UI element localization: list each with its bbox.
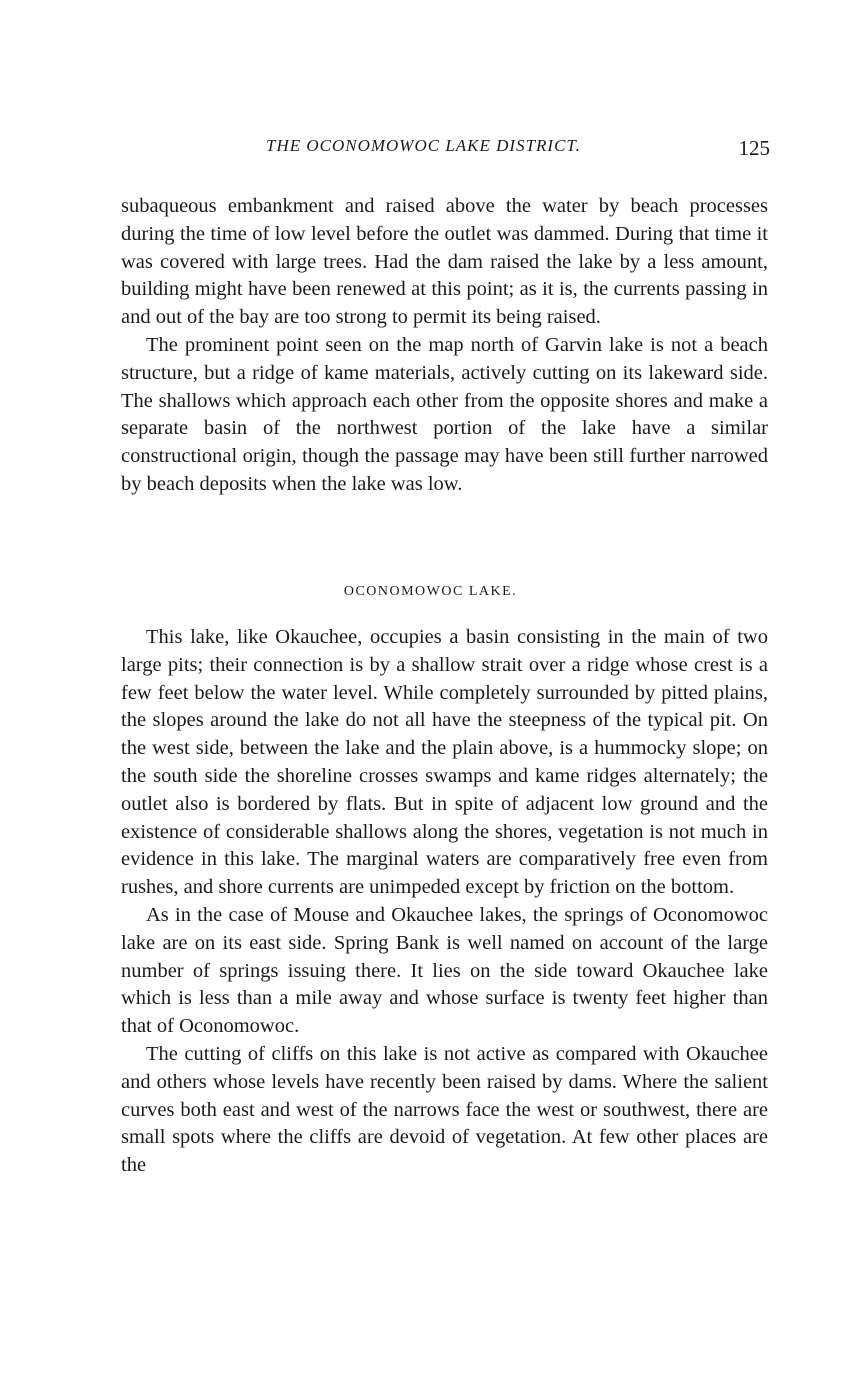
- page-header: [120, 136, 770, 164]
- paragraph: The cutting of cliffs on this lake is not active as compared with Okauchee and others whose levels have recently been raised by dams. Where the salient curves both east and west of the narrows face the west or southwest, there are small spots where the cliffs are devoid of vegetation. At few other places are the: [121, 1042, 768, 1177]
- paragraph: This lake, like Okauchee, occupies a basin consisting in the main of two large pits; their connection is by a shallow strait over a ridge whose crest is a few feet below the water level. While completely surrounded by pitted plains, the slopes around the lake do not all have the steepness of the typical pit. On the west side, between the lake and the plain above, is a hummocky slope; on the south side the shoreline crosses swamps and kame ridges alternately; the outlet also is bordered by flats. But in spite of adjacent low ground and the existence of considerable shallows along the shores, vegetation is not much in evidence in this lake. The marginal waters are comparatively free even from rushes, and shore currents are unimpeded except by friction on the bottom.: [121, 626, 768, 899]
- paragraph: subaqueous embankment and raised above the water by beach processes during the time of low level before the outlet was dammed. During that time it was covered with large trees. Had the dam raised the lake by a less amount, building might have been renewed at this point; as it is, the currents passing in and out of the bay are too strong to permit its being raised.: [121, 195, 768, 329]
- body-text-top: [121, 193, 768, 499]
- page-number: 125: [738, 136, 770, 160]
- paragraph: As in the case of Mouse and Okauchee lakes, the springs of Oconomowoc lake are on its east side. Spring Bank is well named on account of the large number of springs issuing there. It lies on the side toward Okauchee lake which is less than a mile away and whose surface is twenty feet higher than that of Oconomowoc.: [121, 903, 768, 1038]
- paragraph: The prominent point seen on the map north of Garvin lake is not a beach structure, but a ridge of kame materials, actively cutting on its lakeward side. The shallows which approach each other from the opposite shores and make a separate basin of the northwest portion of the lake have a similar constructional origin, though the passage may have been still further narrowed by beach deposits when the lake was low.: [121, 333, 768, 495]
- body-text-bottom: [121, 624, 768, 1180]
- running-title: THE OCONOMOWOC LAKE DISTRICT.: [266, 136, 581, 155]
- section-heading: OCONOMOWOC LAKE.: [343, 584, 518, 599]
